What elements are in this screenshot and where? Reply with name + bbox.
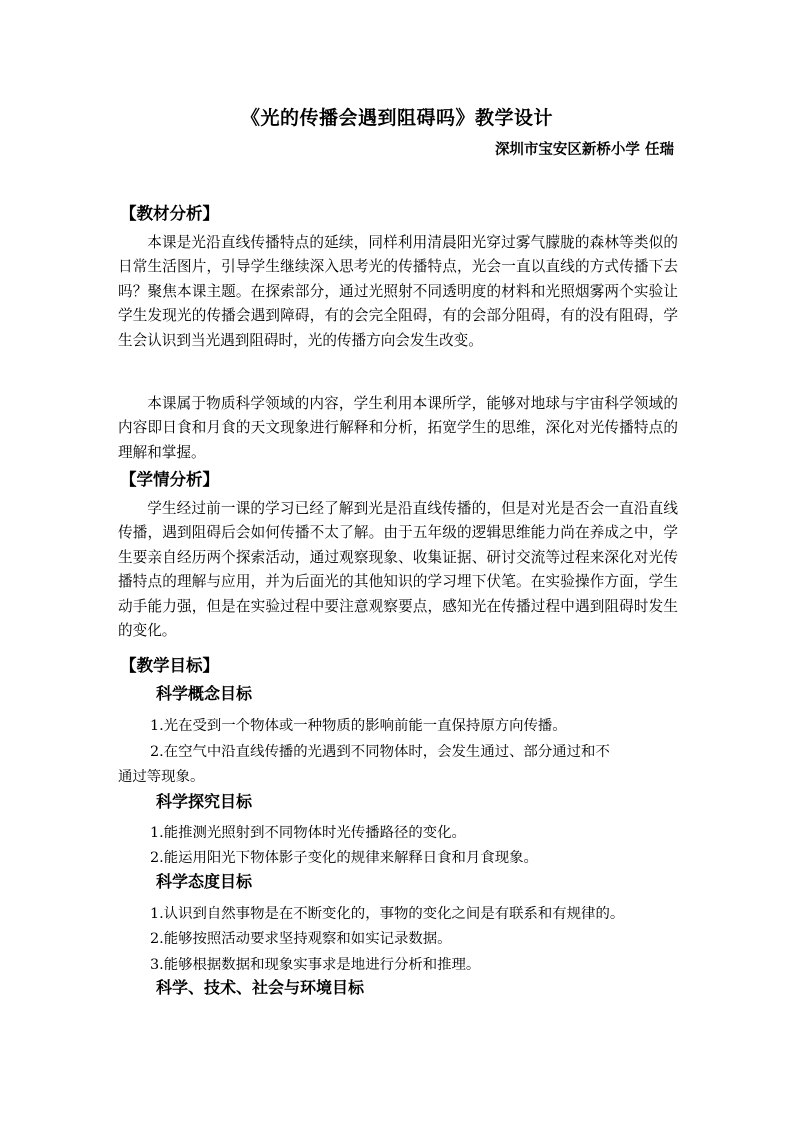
attitude-goal-item-2: 2.能够按照活动要求坚持观察和如实记录数据。 [150,931,452,947]
materials-paragraph-1: 本课是光沿直线传播特点的延续，同样利用清晨阳光穿过雾气朦胧的森林等类似的日常生活图片，引导学生继续深入思考光的传播特点，光会一直以直线的方式传播下去吗？聚焦本课主题。在探索部分，通过光照射不同透明度的材料和光照烟雾两个实验让学生发现光的传播会遇到障碍，有的会完全阻碍，有的会部分阻碍，有的没有阻碍，学生会认识到当光遇到阻碍时，光的传播方向会发生改变。 [118,234,678,349]
concept-goal-item-1: 1.光在受到一个物体或一种物质的影响前能一直保持原方向传播。 [150,718,567,734]
section-heading-materials: 【教材分析】 [120,204,219,223]
inquiry-goal-item-1: 1.能推测光照射到不同物体时光传播路径的变化。 [150,825,466,841]
section-heading-students: 【学情分析】 [120,470,219,489]
inquiry-goal-item-2: 2.能运用阳光下物体影子变化的规律来解释日食和月食现象。 [150,850,538,866]
subheading-inquiry-goals: 科学探究目标 [156,792,253,811]
materials-paragraph-2: 本课属于物质科学领域的内容，学生利用本课所学，能够对地球与宇宙科学领域的内容即日食和月食的天文现象进行解释和分析，拓宽学生的思维，深化对光传播特点的理解和掌握。 [118,395,678,461]
concept-goal-item-2: 2.在空气中沿直线传播的光遇到不同物体时，会发生通过、部分通过和不 [150,744,610,760]
document-title: 《光的传播会遇到阻碍吗》教学设计 [240,107,553,129]
author-line: 深圳市宝安区新桥小学 任瑞 [494,141,674,158]
subheading-concept-goals: 科学概念目标 [156,684,253,703]
attitude-goal-item-3: 3.能够根据数据和现象实事求是地进行分析和推理。 [150,957,481,973]
section-heading-goals: 【教学目标】 [120,656,219,675]
subheading-attitude-goals: 科学态度目标 [156,872,253,891]
attitude-goal-item-1: 1.认识到自然事物是在不断变化的，事物的变化之间是有联系和有规律的。 [150,906,625,922]
students-paragraph-1: 学生经过前一课的学习已经了解到光是沿直线传播的，但是对光是否会一直沿直线传播，遇到阻碍后会如何传播不太了解。由于五年级的逻辑思维能力尚在养成之中，学生要亲自经历两个探索活动，通过观察现象、收集证据、研讨交流等过程来深化对光传播特点的理解与应用，并为后面光的其他知识的学习埋下伏笔。在实验操作方面，学生动手能力强，但是在实验过程中要注意观察要点，感知光在传播过程中遇到阻碍时发生的变化。 [118,500,678,640]
concept-goal-item-2-continued: 通过等现象。 [118,769,205,785]
subheading-sts-goals: 科学、技术、社会与环境目标 [156,978,365,997]
